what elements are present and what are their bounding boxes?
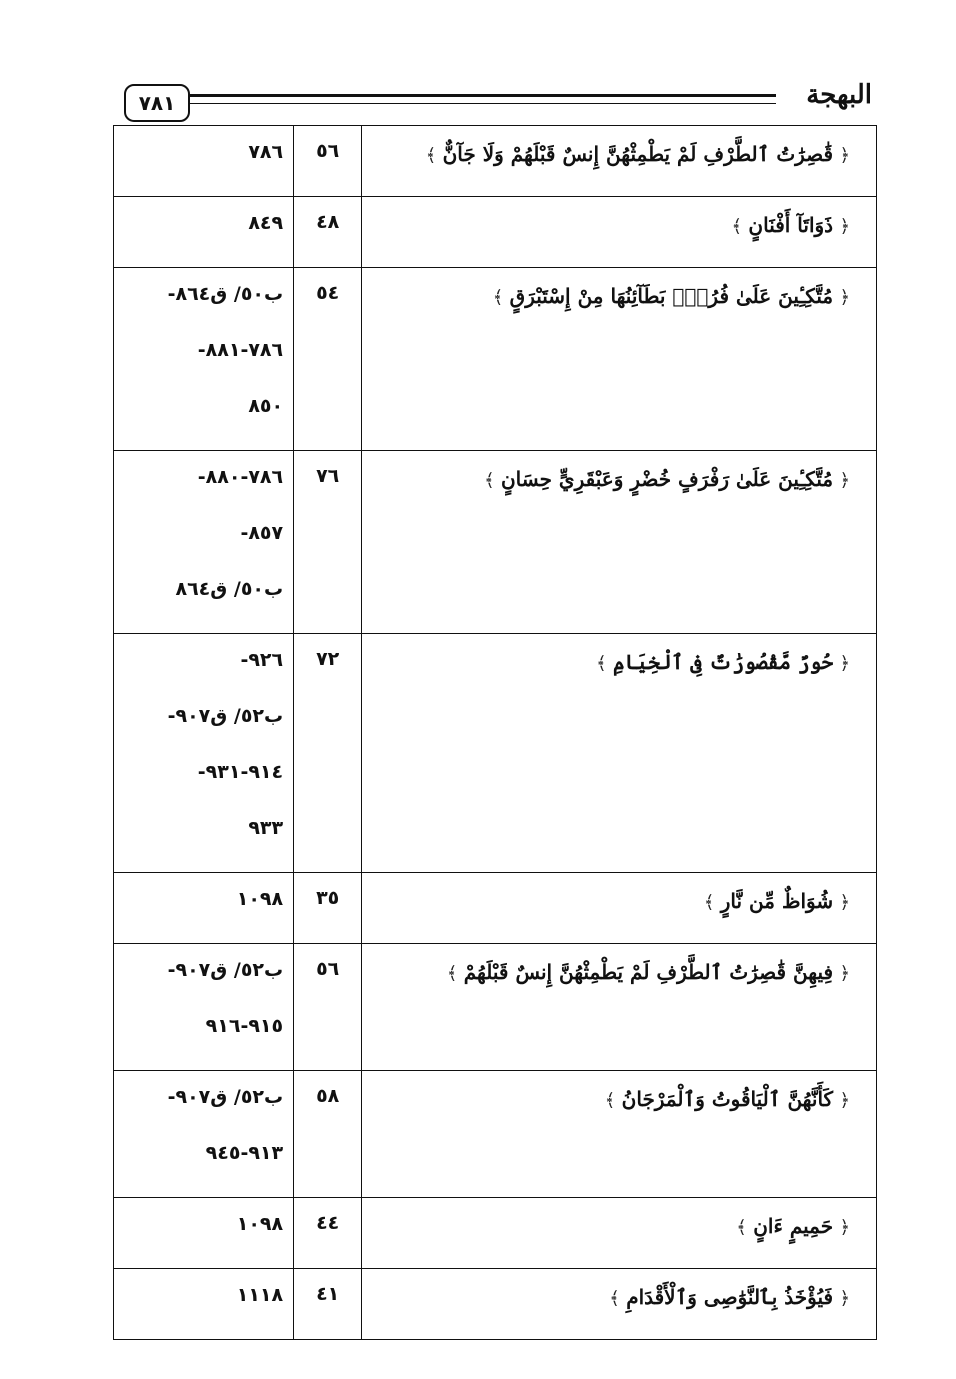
verse-cell (362, 451, 877, 634)
table-body (114, 126, 877, 1340)
table-row (114, 873, 877, 944)
ornate-bracket-open: ﴿ (839, 892, 850, 913)
page-reference-line: ب٥٠/ ق٨٦٤- (167, 283, 284, 305)
page-reference-line: -٩٢٦ (240, 649, 284, 671)
ornate-bracket-close: ﴾ (736, 1217, 747, 1238)
ornate-bracket-open: ﴿ (839, 1288, 850, 1309)
page-references (114, 1198, 294, 1269)
verse-number: ٥٦ (294, 944, 362, 1071)
verse-text: ذَوَاتَآ أَفْنَانٍ (748, 213, 834, 237)
ornate-bracket-close: ﴾ (703, 892, 715, 913)
table-row (114, 634, 877, 873)
page-reference-line: -٨٥٧ (240, 522, 284, 544)
ornate-bracket-open: ﴿ (839, 1090, 850, 1111)
page-reference-line: ١١١٨ (236, 1284, 284, 1306)
verse-cell (362, 197, 877, 268)
table-row (114, 126, 877, 197)
verse-cell (362, 126, 877, 197)
page-header (116, 80, 876, 126)
verse-number: ٣٥ (294, 873, 362, 944)
ornate-bracket-close: ﴾ (425, 145, 437, 166)
verse-number: ٤٨ (294, 197, 362, 268)
verse-text: قَٰصِرَٰتُ ٱلطَّرْفِ لَمْ يَطْمِثْهُنَّ إِنسٌ قَبْلَهُمْ وَلَا جَآنٌّ (442, 142, 834, 166)
page-reference-line: ٨٥٠ (248, 395, 284, 417)
ornate-bracket-open: ﴿ (839, 145, 850, 166)
verse-text: مُتَّكِـِٔينَ عَلَىٰ فُرُشٍۭ بَطَآئِنُهَا مِنْ إِسْتَبْرَقٍ (509, 284, 834, 308)
verse-number: ٤١ (294, 1269, 362, 1340)
running-title: البهجة (806, 80, 872, 110)
page-references (114, 197, 294, 268)
page-reference-line: -٧٨٦-٨٨٠ (197, 466, 284, 488)
page-reference-line: ٩٣٣ (248, 817, 284, 839)
verse-cell (362, 1269, 877, 1340)
page-references (114, 1269, 294, 1340)
page-reference-line: ٩١٥-٩١٦ (205, 1015, 284, 1037)
page-references (114, 873, 294, 944)
page-references (114, 126, 294, 197)
verse-cell (362, 1198, 877, 1269)
verse-text: فِيهِنَّ قَٰصِرَٰتُ ٱلطَّرْفِ لَمْ يَطْمِثْهُنَّ إِنسٌ قَبْلَهُمْ (463, 960, 834, 984)
verse-text: كَأَنَّهُنَّ ٱلْيَاقُوتُ وَٱلْمَرْجَانُ (621, 1087, 834, 1111)
page-reference-line: ٧٨٦ (248, 141, 284, 163)
verse-cell (362, 1071, 877, 1198)
verse-text: شُوَاظٌ مِّن نَّارٍ (720, 889, 834, 913)
verse-cell (362, 268, 877, 451)
page-reference-line: ١٠٩٨ (236, 888, 284, 910)
ornate-bracket-open: ﴿ (839, 287, 850, 308)
page-reference-line: ١٠٩٨ (236, 1213, 284, 1235)
ornate-bracket-close: ﴾ (731, 216, 743, 237)
table-row (114, 268, 877, 451)
verse-text: مُتَّكِـِٔينَ عَلَىٰ رَفْرَفٍ خُضْرٍ وَعَبْقَرِيٍّ حِسَانٍ (500, 467, 834, 491)
page-reference-line: ب٥٢/ ق٩٠٧- (167, 705, 284, 727)
ornate-bracket-close: ﴾ (484, 470, 495, 491)
page-references (114, 1071, 294, 1198)
page-references (114, 268, 294, 451)
table-row (114, 197, 877, 268)
page-reference-line: -٩١٤-٩٣١ (197, 761, 284, 783)
page-reference-line: ٨٤٩ (248, 212, 284, 234)
verse-text: فَيُؤْخَذُ بِٱلنَّوَٰصِى وَٱلْأَقْدَامِ (626, 1285, 834, 1309)
ornate-bracket-open: ﴿ (839, 470, 850, 491)
page-reference-line: -٧٨٦-٨٨١ (197, 339, 284, 361)
verse-number: ٧٦ (294, 451, 362, 634)
table-row (114, 1071, 877, 1198)
verse-cell (362, 634, 877, 873)
verse-number: ٥٨ (294, 1071, 362, 1198)
ornate-bracket-close: ﴾ (609, 1288, 620, 1309)
ornate-bracket-close: ﴾ (604, 1090, 616, 1111)
page-reference-line: ب٥٢/ ق٩٠٧- (167, 1086, 284, 1108)
verse-cell (362, 873, 877, 944)
ornate-bracket-open: ﴿ (839, 216, 850, 237)
ornate-bracket-close: ﴾ (596, 653, 607, 674)
verse-number: ٧٢ (294, 634, 362, 873)
verse-index-table (113, 125, 877, 1340)
ornate-bracket-open: ﴿ (839, 963, 850, 984)
page-reference-line: ب٥٢/ ق٩٠٧- (167, 959, 284, 981)
page-references (114, 944, 294, 1071)
verse-number: ٥٦ (294, 126, 362, 197)
verse-text: حَمِيمٍ ءَانٍ (753, 1214, 834, 1238)
ornate-bracket-close: ﴾ (446, 963, 458, 984)
ornate-bracket-open: ﴿ (839, 653, 850, 674)
header-rule (188, 94, 776, 104)
table-row (114, 1198, 877, 1269)
verse-number: ٥٤ (294, 268, 362, 451)
table-row (114, 1269, 877, 1340)
verse-cell (362, 944, 877, 1071)
table-row (114, 451, 877, 634)
page-number: ٧٨١ (124, 84, 190, 122)
page-reference-line: ٩١٣-٩٤٥ (205, 1142, 284, 1164)
table-row (114, 944, 877, 1071)
page-reference-line: ب٥٠/ ق٨٦٤ (175, 578, 284, 600)
ornate-bracket-open: ﴿ (839, 1217, 850, 1238)
page-references (114, 451, 294, 634)
ornate-bracket-close: ﴾ (492, 287, 504, 308)
verse-text: حُورٌ مَّقْصُورَٰتٌ فِى ٱلْخِيَامِ (612, 650, 834, 674)
page-references (114, 634, 294, 873)
verse-number: ٤٤ (294, 1198, 362, 1269)
